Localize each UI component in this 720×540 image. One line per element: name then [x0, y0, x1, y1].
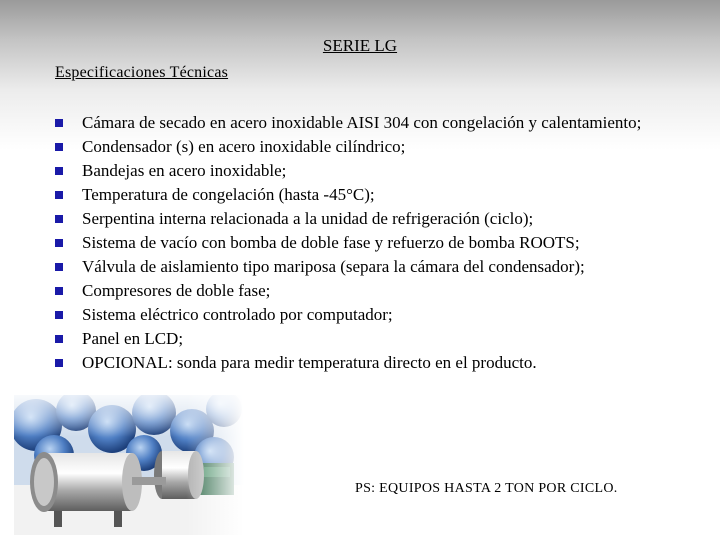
slide-title: SERIE LG: [322, 36, 398, 55]
square-bullet-icon: [55, 239, 63, 247]
list-item: Serpentina interna relacionada a la unidad de refrigeración (ciclo);: [55, 207, 695, 231]
square-bullet-icon: [55, 263, 63, 271]
square-bullet-icon: [55, 191, 63, 199]
list-item: Cámara de secado en acero inoxidable AISI 304 con congelación y calentamiento;: [55, 111, 695, 135]
list-item: Compresores de doble fase;: [55, 279, 695, 303]
list-item: Bandejas en acero inoxidable;: [55, 159, 695, 183]
list-item: Sistema de vacío con bomba de doble fase y refuerzo de bomba ROOTS;: [55, 231, 695, 255]
square-bullet-icon: [55, 119, 63, 127]
square-bullet-icon: [55, 143, 63, 151]
freeze-dryer-image: [14, 395, 244, 535]
square-bullet-icon: [55, 287, 63, 295]
equipment-photo: [14, 395, 244, 535]
slide-subtitle: Especificaciones Técnicas: [55, 64, 229, 81]
note-text: PS: EQUIPOS HASTA 2 TON POR CICLO.: [355, 481, 618, 496]
square-bullet-icon: [55, 215, 63, 223]
list-item: Condensador (s) en acero inoxidable cilíndrico;: [55, 135, 695, 159]
square-bullet-icon: [55, 167, 63, 175]
list-item: Panel en LCD;: [55, 327, 695, 351]
list-item: OPCIONAL: sonda para medir temperatura directo en el producto.: [55, 351, 695, 375]
specifications-list: [55, 111, 695, 375]
list-item: Temperatura de congelación (hasta -45°C);: [55, 183, 695, 207]
square-bullet-icon: [55, 335, 63, 343]
square-bullet-icon: [55, 359, 63, 367]
square-bullet-icon: [55, 311, 63, 319]
list-item: Válvula de aislamiento tipo mariposa (separa la cámara del condensador);: [55, 255, 695, 279]
list-item: Sistema eléctrico controlado por computador;: [55, 303, 695, 327]
